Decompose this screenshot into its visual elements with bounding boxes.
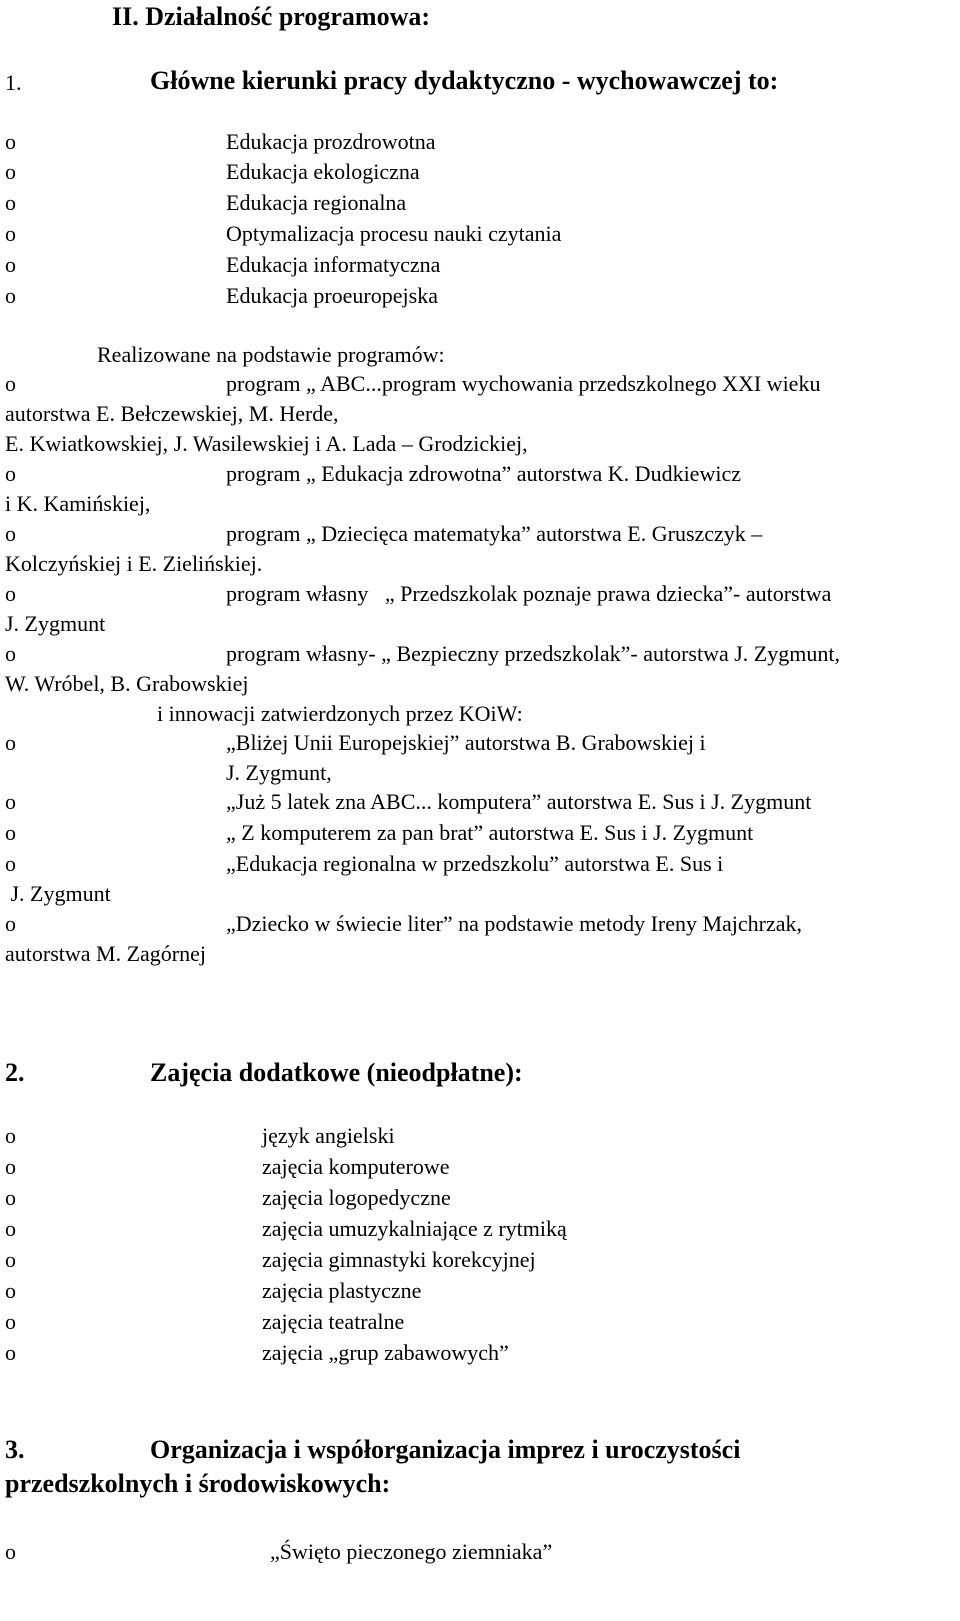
list-item: Edukacja prozdrowotna [226,129,436,154]
bullet: o [5,1123,16,1148]
program-item-continuation: i K. Kamińskiej, [5,491,151,516]
innovation-item-continuation: J. Zygmunt [5,881,111,906]
program-item: program „ Dziecięca matematyka” autorstwa E. Gruszczyk – [226,521,763,546]
bullet: o [5,461,16,486]
list-item: Edukacja proeuropejska [226,283,438,308]
list-item: Optymalizacja procesu nauki czytania [226,221,562,246]
list-item: język angielski [262,1123,395,1148]
bullet: o [5,851,16,876]
program-item: program „ Edukacja zdrowotna” autorstwa K. Dudkiewicz [226,461,741,486]
innovation-item: „Dziecko w świecie liter” na podstawie metody Ireny Majchrzak, [226,911,803,936]
heading-2-number: 2. [5,1058,25,1087]
list-item: Edukacja informatyczna [226,252,441,277]
bullet: o [5,283,16,308]
program-item: program własny- „ Bezpieczny przedszkolak”- autorstwa J. Zygmunt, [226,641,840,666]
bullet: o [5,521,16,546]
innovation-item: „Edukacja regionalna w przedszkolu” autorstwa E. Sus i [226,851,724,876]
list-item: zajęcia logopedyczne [262,1185,451,1210]
bullet: o [5,1340,16,1365]
program-item-continuation: J. Zygmunt [5,611,106,636]
program-item: program „ ABC...program wychowania przedszkolnego XXI wieku [226,371,821,396]
innovation-item-continuation: autorstwa M. Zagórnej [5,941,206,966]
section-title: II. Działalność programowa: [112,2,431,31]
innovations-intro: i innowacji zatwierdzonych przez KOiW: [157,701,523,726]
bullet: o [5,789,16,814]
list-item: „Święto pieczonego ziemniaka” [270,1539,553,1564]
list-item: Edukacja ekologiczna [226,159,420,184]
program-item-continuation: Kolczyńskiej i E. Zielińskiej. [5,551,263,576]
bullet: o [5,1154,16,1179]
bullet: o [5,911,16,936]
innovation-item: „ Z komputerem za pan brat” autorstwa E. Sus i J. Zygmunt [226,820,754,845]
innovation-item-continuation: J. Zygmunt, [226,760,332,785]
list-item: zajęcia gimnastyki korekcyjnej [262,1247,536,1272]
bullet: o [5,190,16,215]
bullet: o [5,221,16,246]
bullet: o [5,1185,16,1210]
list-item: zajęcia teatralne [262,1309,405,1334]
heading-3-number: 3. [5,1435,25,1464]
list-item: zajęcia umuzykalniające z rytmiką [262,1216,567,1241]
bullet: o [5,1309,16,1334]
list-item: zajęcia plastyczne [262,1278,422,1303]
bullet: o [5,581,16,606]
innovation-item: „Bliżej Unii Europejskiej” autorstwa B. Grabowskiej i [226,730,706,755]
program-item: program własny „ Przedszkolak poznaje prawa dziecka”- autorstwa [226,581,832,606]
bullet: o [5,1278,16,1303]
heading-3-title-continuation: przedszkolnych i środowiskowych: [5,1469,391,1498]
bullet: o [5,129,16,154]
bullet: o [5,730,16,755]
bullet: o [5,820,16,845]
list-item: zajęcia komputerowe [262,1154,450,1179]
bullet: o [5,252,16,277]
heading-2-title: Zajęcia dodatkowe (nieodpłatne): [150,1058,523,1087]
program-item-continuation: E. Kwiatkowskiej, J. Wasilewskiej i A. Lada – Grodzickiej, [5,431,528,456]
heading-1-number: 1. [5,70,22,95]
heading-1-title: Główne kierunki pracy dydaktyczno - wychowawczej to: [150,66,779,95]
bullet: o [5,641,16,666]
list-item: Edukacja regionalna [226,190,407,215]
programs-intro: Realizowane na podstawie programów: [97,342,445,367]
list-item: zajęcia „grup zabawowych” [262,1340,509,1365]
bullet: o [5,1539,16,1564]
innovation-item: „Już 5 latek zna ABC... komputera” autorstwa E. Sus i J. Zygmunt [226,789,812,814]
program-item-continuation: autorstwa E. Bełczewskiej, M. Herde, [5,401,339,426]
bullet: o [5,159,16,184]
bullet: o [5,371,16,396]
bullet: o [5,1247,16,1272]
heading-3-title: Organizacja i współorganizacja imprez i uroczystości [150,1435,741,1464]
bullet: o [5,1216,16,1241]
program-item-continuation: W. Wróbel, B. Grabowskiej [5,671,249,696]
